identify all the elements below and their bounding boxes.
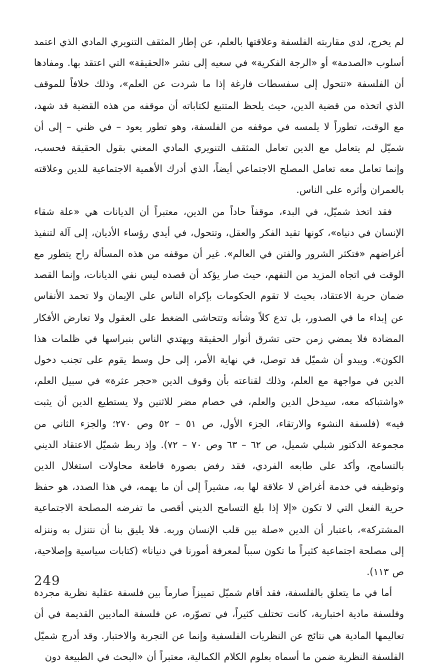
- paragraph-2: فقد اتخذ شميّل، في البدء، موقفاً حاداً من الدين، معتبراً أن الديانات هي «علة شقاء الإنسان في دنياه»، كونها تقيد الفكر والعقل، وتتحول، في أيدي رؤساء الأديان، إلى آلة لتنفيذ أغراضهم «فتكثر الشرور والفتن في العالم». غير أن موقفه من هذه المسألة راح يتطور مع الوقت في اتجاه المزيد من التفهم، حيث صار يؤكد أن قصده ليس نفي الديانات، وإنما القصد ضمان حرية الاعتقاد، بحيث لا تقوم الحكومات بإكراه الناس على الإيمان ولا تحمد الأنفاس عن إبداء ما في الصدور، بل تدع كلاً وشأنه وتتحاشى الضغط على العقول ولا تعارض الأفكار المضادة فلا يمضي زمن حتى تشرق أنوار الحقيقة ويهتدي الناس بنبراسها في ظلمات هذا الكون». ويبدو أن شميّل قد توصل، في نهاية الأمر، إلى حل وسط يقوم على تجنب دخول الدين في مواجهة مع العلم، وذلك لقناعته بأن وقوف الدين «حجر عثرة» في سبيل العلم، «واشتباكه معه، سيدخل الدين والعلم، في خصام مضر للاثنين ولا يستطيع الدين أن يثبت فيه» (فلسفة النشوء والارتقاء، الجزء الأول، ص ٥١ – ٥٢ وص ٢٧٠؛ والجزء الثاني من مجموعة الدكتور شبلي شميل، ص ٦٢ – ٦٣ وص ٧٠ – ٧٢). وإذ ربط شميّل الاعتقاد الديني بالتسامح، وأكد على طابعه الفردي، فقد رفض بصورة قاطعة محاولات استغلال الدين وتوظيفه في خدمة أغراض لا علاقة لها به، مشيراً إلى أن ما يهمه، في هذا الصدد، هو حفظ حرية الفعل التي لا تكون «إلا إذا بلغ التسامح الديني أقصى ما تفرضه المصلحة الاجتماعية المشتركة»، باعتبار أن الدين «صلة بين قلب الإنسان وربه. فلا يليق بنا أن نتنزل به وننزله إلى مصلحة اجتماعية كثيراً ما تكون سبباً لمعرفة أمورنا في دنيانا» (كتابات سياسية وإصلاحية، ص ١١٣).: [34, 206, 404, 579]
- page-number: 249: [34, 574, 61, 589]
- paragraph-3: أما في ما يتعلق بالفلسفة، فقد أقام شميّل تمييزاً صارماً بين فلسفة عقلية نظرية مجردة وفلسفة مادية اختبارية، كانت تختلف كثيراً، في تصوّره، عن فلسفة الماديين القديمة في أن تعاليمها المادية هي نتائج عن النظريات الفلسفية وإنما عن التجربة والاختبار. وقد أدرج شميّل الفلسفة النظرية ضمن ما أسماه بعلوم الكلام الكمالية، معتبراً أن «البحث في الطبيعة دون: [34, 588, 404, 663]
- paragraph-1: لم يخرج، لدى مقاربته الفلسفة وعلاقتها بالعلم، عن إطار المثقف التنويري المادي الذي اعتمد أسلوب «الصدمة» أو «الرجة الفكرية» في سعيه إلى نشر «الحقيقة» التي اعتقد بها. ومفادها أن الفلسفة «تتحول إلى سفسطات فارغة إذا ما شردت عن العلم»، وذلك خلافاً للموقف الذي اتخذه من قضية الدين، حيث يلحظ المتتبع لكتاباته أن موقفه من هذه القضية قد شهد، مع الوقت، تطوراً لا يلمسه في موقفه من الفلسفة، وهو تطور يعود – في ظني – إلى أن شميّل لم يتعامل مع الدين تعامل المثقف التنويري المادي المعني بقول الحقيقة فحسب، وإنما تعامل معه تعامل المصلح الاجتماعي أيضاً، الذي أدرك الأهمية الاجتماعية للدين وعلاقته بالعمران وأثره على الناس.: [34, 37, 404, 197]
- document-page: [34, 32, 404, 668]
